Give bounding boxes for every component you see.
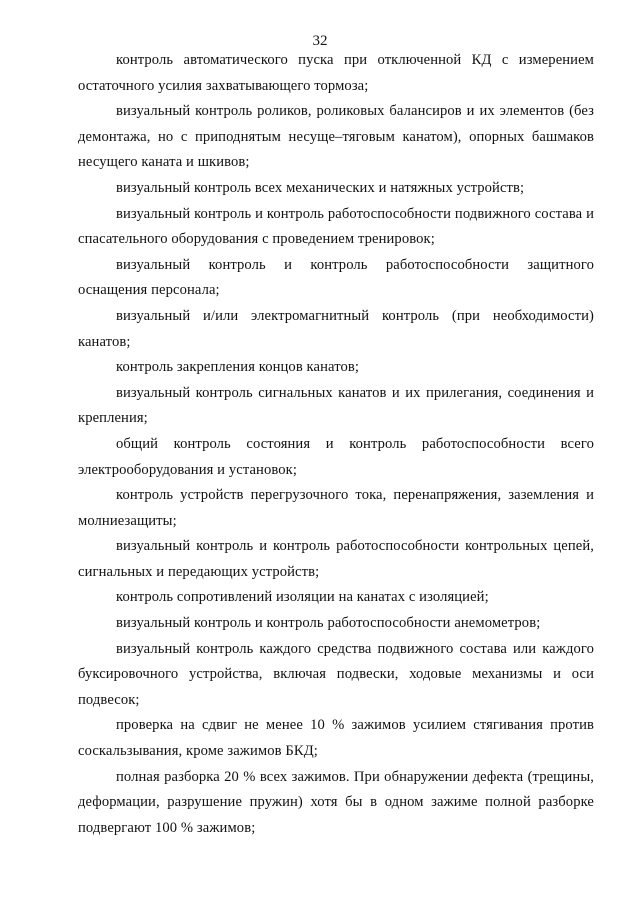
paragraph: контроль сопротивлений изоляции на канатах с изоляцией; <box>116 589 489 606</box>
paragraph: визуальный контроль и контроль работоспособности подвижного состава и спасательного оборудования с проведением тренировок; <box>78 205 594 248</box>
paragraph: визуальный контроль сигнальных канатов и их прилегания, соединения и крепления; <box>78 384 594 427</box>
paragraph: визуальный контроль роликов, роликовых балансиров и их элементов (без демонтажа, но с приподнятым несуще–тяговым канатом), опорных башмаков несущего каната и шкивов; <box>78 103 594 171</box>
paragraph: визуальный контроль и контроль работоспособности анемометров; <box>116 615 541 632</box>
paragraph: визуальный контроль всех механических и натяжных устройств; <box>116 179 525 196</box>
paragraph: общий контроль состояния и контроль работоспособности всего электрооборудования и установок; <box>78 435 594 478</box>
paragraph: визуальный контроль каждого средства подвижного состава или каждого буксировочного устройства, включая подвески, ходовые механизмы и оси подвесок; <box>78 640 594 708</box>
paragraph: визуальный контроль и контроль работоспособности контрольных цепей, сигнальных и передающих устройств; <box>78 538 594 580</box>
paragraph: визуальный контроль и контроль работоспособности защитного оснащения персонала; <box>78 256 594 299</box>
paragraph: контроль автоматического пуска при отключенной КД с измерением остаточного усилия захватывающего тормоза; <box>78 52 594 94</box>
paragraph: визуальный и/или электромагнитный контроль (при необходимости) канатов; <box>78 307 594 350</box>
page-number: 32 <box>312 33 328 49</box>
paragraph: проверка на сдвиг не менее 10 % зажимов усилием стягивания против соскальзывания, кроме зажимов БКД; <box>78 717 594 760</box>
body-text <box>78 48 594 841</box>
paragraph: контроль устройств перегрузочного тока, перенапряжения, заземления и молниезащиты; <box>78 487 594 529</box>
paragraph: контроль закрепления концов канатов; <box>116 359 360 376</box>
paragraph: полная разборка 20 % всех зажимов. При обнаружении дефекта (трещины, деформации, разрушение пружин) хотя бы в одном зажиме полной разборке подвергают 100 % зажимов; <box>78 768 594 836</box>
